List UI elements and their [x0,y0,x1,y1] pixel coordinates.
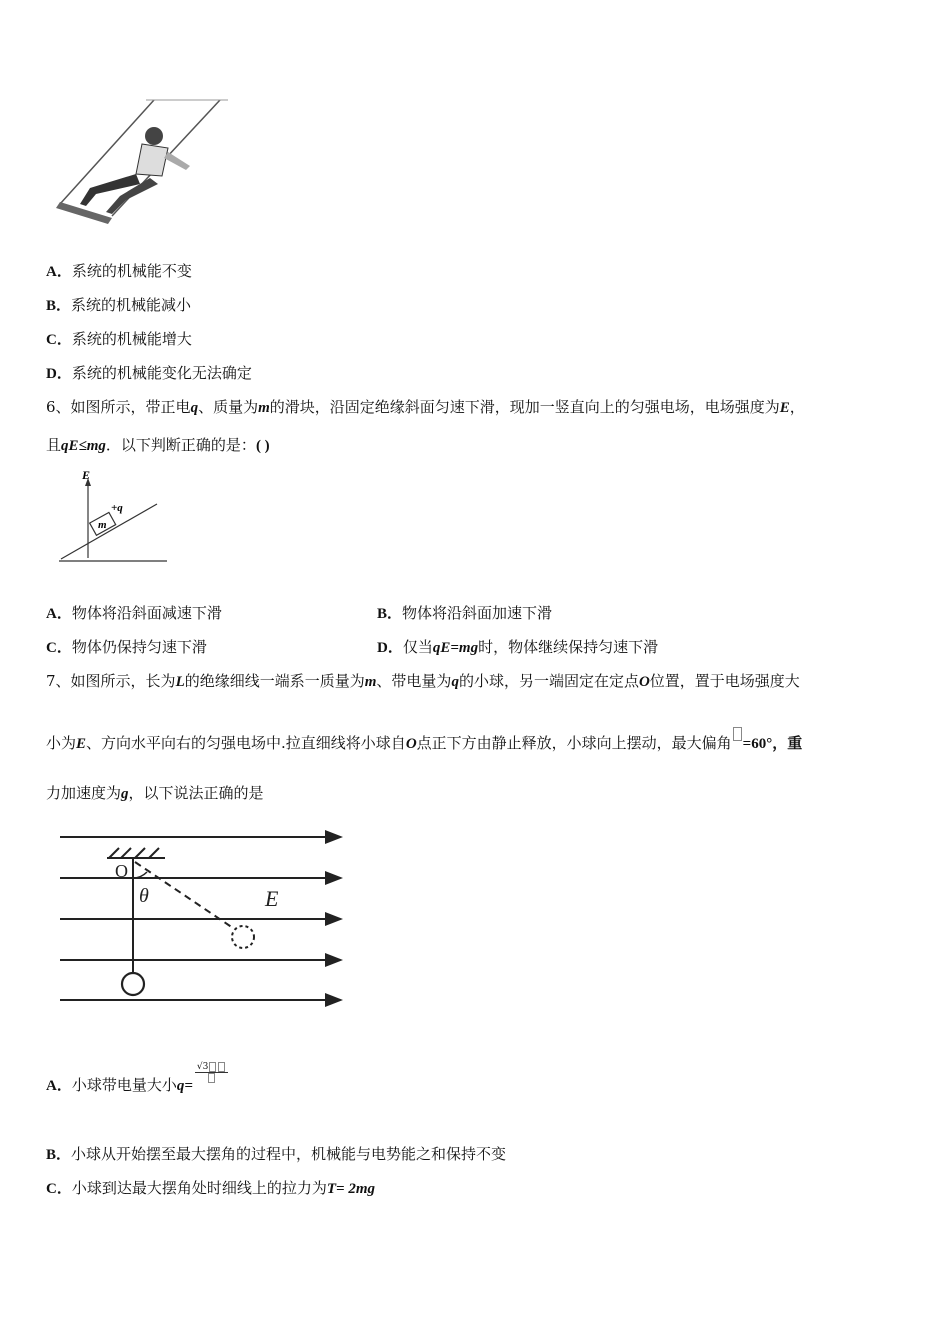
stem-text: 位置，置于电场强度大 [649,672,800,690]
var: E [779,400,790,416]
option-text: 时，物体继续保持匀速下滑 [478,638,659,656]
fraction-numerator [195,1062,228,1073]
question-number: 7、 [46,672,71,690]
option-text: 系统的机械能减小 [71,296,192,314]
option-text: 物体仍保持匀速下滑 [71,638,207,656]
sqrt-value: √3 [196,1061,209,1072]
option-text: 小球带电量大小 [71,1076,177,1094]
option-text: 小球从开始摆至最大摆角的过程中，机械能与电势能之和保持不变 [71,1145,507,1163]
option-label: A． [46,606,72,622]
missing-glyph-box [218,1062,225,1072]
var: q [451,674,459,690]
stem-text: ， [789,398,805,416]
option-label: C． [46,1181,72,1197]
option-label: B． [46,298,72,314]
option-text: 仅当 [402,638,433,656]
stem-text: =60°，重 [742,736,803,752]
stem-text: 、方向水平向右的匀强电场中.拉直细线将小球自 [86,734,406,752]
missing-glyph-box [208,1073,215,1083]
incline-figure [55,466,175,566]
option-text: 系统的机械能变化无法确定 [71,364,252,382]
stem-text: 、带电量为 [376,672,452,690]
stem-text: 的小球，另一端固定在定点 [458,672,639,690]
condition: qE=mg [432,640,479,656]
stem-text: 小为 [46,734,77,752]
option-label: A． [46,1078,72,1094]
option-label: C． [46,332,72,348]
q6-option-a [46,603,222,624]
var: E [76,736,87,752]
option-text: 物体将沿斜面减速下滑 [71,604,222,622]
stem-text: 力加速度为 [46,784,122,802]
option-label: D． [46,366,72,382]
angle-label-theta: θ [139,885,149,907]
option-label: B． [377,606,403,622]
stem-text: 如图所示，带正电 [70,398,191,416]
var: L [175,674,185,690]
stem-text: 的滑块，沿固定绝缘斜面匀速下滑，现加一竖直向上的匀强电场，电场强度为 [269,398,780,416]
charge-label: +q [111,502,123,514]
stem-text: ．以下判断正确的是： [105,436,256,454]
stem-text: 的绝缘细线一端系一质量为 [184,672,365,690]
option-label: C． [46,640,72,656]
stem-text: 点正下方由静止释放，小球向上摆动，最大偏角 [416,734,732,752]
var: O [405,736,417,752]
missing-glyph-box [209,1062,216,1072]
stem-text: 如图所示，长为 [70,672,176,690]
formula: T= 2mg [326,1181,375,1197]
q7-option-b [46,1144,506,1165]
var: q [190,400,199,416]
option-label: A． [46,264,72,280]
var: m [364,674,377,690]
var: g [121,786,129,802]
q6-option-c [46,637,207,658]
q7-stem-line2 [46,733,802,754]
missing-glyph-box [733,727,742,741]
field-label-E: E [265,886,279,911]
formula: q= [176,1078,193,1094]
q6-option-b [377,603,552,624]
field-label-E: E [82,468,91,482]
q7-option-c [46,1178,375,1199]
option-text: 系统的机械能不变 [71,262,192,280]
q7-stem-line1 [46,671,800,692]
var: m [258,400,270,416]
pendulum-field-figure [55,822,365,1027]
q6-stem-line1 [46,397,805,418]
fraction [195,1062,228,1083]
q5-option-d [46,363,252,384]
question-number: 6、 [46,398,71,416]
fraction-denominator [195,1073,228,1083]
option-label: B． [46,1147,72,1163]
q5-option-b [46,295,191,316]
var: O [638,674,650,690]
option-text: 物体将沿斜面加速下滑 [402,604,553,622]
q6-stem-line2 [46,435,270,456]
swing-illustration [50,96,230,226]
option-text: 系统的机械能增大 [71,330,192,348]
q5-option-c [46,329,192,350]
condition: qE≤mg [61,438,106,454]
q7-stem-line3 [46,783,264,804]
q6-option-d [377,637,658,658]
q7-option-a [46,1061,228,1097]
stem-text: 且 [46,436,62,454]
q5-option-a [46,261,192,282]
option-label: D． [377,640,403,656]
option-text: 小球到达最大摆角处时细线上的拉力为 [71,1179,327,1197]
answer-blank: ( ) [255,438,270,454]
stem-text: ，以下说法正确的是 [128,784,264,802]
block-label-m: m [98,519,107,531]
stem-text: 、质量为 [198,398,259,416]
pivot-label-O: O [115,861,128,881]
